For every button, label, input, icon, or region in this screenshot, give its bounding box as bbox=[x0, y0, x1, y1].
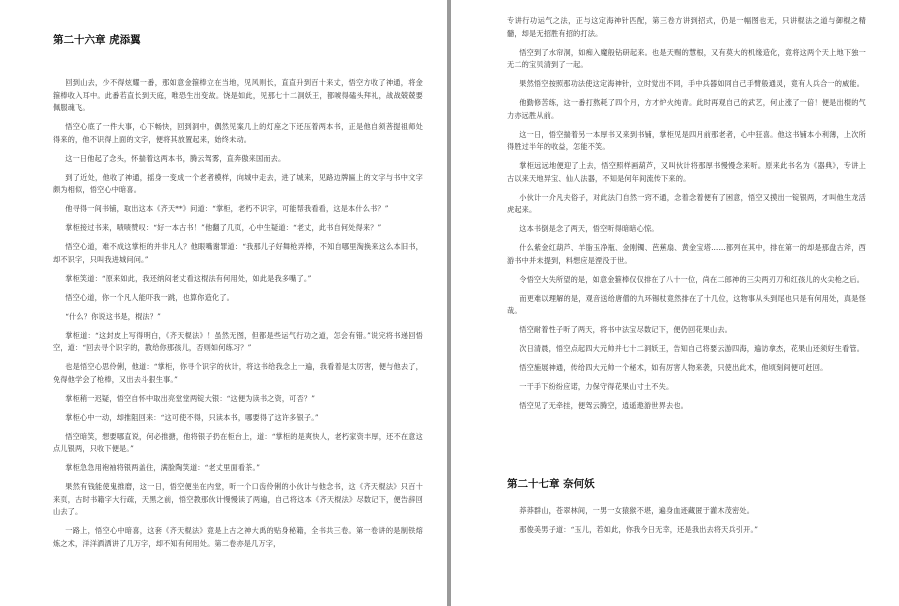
paragraph: 令悟空大失所望的是，如意金箍棒仅仅排在了八十一位，尚在二郎神的三尖两刃刀和红孩儿的火尖枪之后。 bbox=[519, 274, 865, 284]
paragraph: 他勤修苦练，这一番打熬耗了四个月，方才炉火纯青。此时再观自己的武艺，何止涨了一倍！便是出棍的气力亦远胜从前。 bbox=[507, 98, 866, 120]
paragraph: 专讲行功运气之法，正与这定海神针匹配，第三卷方讲到招式，仍是一幅图也无，只讲棍法之道与御棍之精髓，却是无招胜有招的打法。 bbox=[507, 16, 866, 38]
right-page bbox=[451, 0, 899, 606]
paragraph: 悟空心道，难不成这掌柜的并非凡人？他眼嘴谢罪道：“我那儿子好舞枪弄棒，不知自哪里淘换来这么本旧书，却不识字，只叫我进城问问。” bbox=[53, 242, 423, 264]
paragraph: 小伙计一介凡夫俗子，对此法门自然一窍不通，念着念着便有了困意，悟空又摸出一锭银两，才叫他生龙活虎起来。 bbox=[507, 192, 866, 214]
paragraph: 悟空心底了一件大事，心下畅快，回到洞中，偶然见案几上的灯座之下还压着两本书，正是他自须菩提祖师处得来的，他不识得上面的文字，便将其放置起来，始终未动。 bbox=[53, 122, 423, 144]
paragraph: 悟空耐着性子听了两天，将书中法宝尽数记下，便仍回花果山去。 bbox=[519, 325, 733, 334]
paragraph: 悟空见了无牵挂，便驾云腾空，逍遥遨游世界去也。 bbox=[519, 401, 688, 410]
paragraph: 而更难以理解的是，观音送给唐僧的九环锡杖竟然排在了十几位，这物事从头到尾也只是有何用处，真是怪哉。 bbox=[507, 293, 866, 315]
paragraph: 掌柜急急用袍袖将银两盖住，满脸陶笑道：“老丈里面看茶。” bbox=[65, 463, 261, 472]
paragraph: 悟空施展神通，传给四大元帅一个秘术，如有厉害人物来袭，只使出此术，他顷刻间便可赶回。 bbox=[519, 363, 828, 372]
paragraph: 掌柜稍一迟疑，悟空自怀中取出亮堂堂两锭大银：“这便为读书之资，可否？” bbox=[65, 393, 316, 403]
paragraph: 悟空心道，你一个凡人能吓我一跳，也算你造化了。 bbox=[65, 292, 234, 302]
paragraph: 掌柜道：“这封皮上写得明白，《齐天棍法》！虽然无图，但都是些运气行功之道，怎会有错。”说完将书递回悟空，道：“回去寻个识字的，教给你那孩儿，否则如何练习？” bbox=[53, 330, 423, 352]
paragraph: 他寻得一间书铺，取出这本《齐天**》问道：“掌柜，老朽不识字，可能帮我看看，这是本什么书？” bbox=[65, 204, 389, 213]
paragraph: 一干手下纷纷应诺，力保守得花果山寸土不失。 bbox=[519, 382, 674, 391]
paragraph: 掌柜接过书来，啧啧赞叹：“好一本古书！”他翻了几页，心中生疑道：“老丈，此书自何处得来？” bbox=[65, 223, 382, 232]
paragraph: 一路上，悟空心中暗喜，这套《齐天棍法》竟是上古之神大禹的贴身秘籍，全书共三卷。第一卷讲的是制铁熔炼之术，洋洋洒洒讲了几万字，却不知有何用处。第二卷亦是几万字， bbox=[53, 526, 423, 548]
paragraph: 次日清晨，悟空点起四大元帅并七十二洞妖王，告知自己将要云游四海，遍访拿杰，花果山还须好生看管。 bbox=[519, 344, 865, 353]
left-paragraphs bbox=[53, 77, 423, 550]
paragraph: 悟空暗笑，想要哪直说，何必推搪，他将银子扔在柜台上，道：“掌柜的是爽快人，老朽家资丰厚，还不在意这点儿银两，只收下便是。” bbox=[53, 431, 423, 453]
paragraph: 掌柜笑道：“原来如此，我还纳闷老丈看这棍法有何用处，如此是我多嘴了。” bbox=[65, 273, 312, 283]
paragraph: 什么紫金红葫芦、羊脂玉净瓶、金刚镯、芭蕉扇、黄金宝塔……都列在其中，排在第一的却是那盘古斧，西游书中并未提到，料想应是湮没于世。 bbox=[507, 243, 866, 265]
chapter-title: 第二十六章 虎添翼 bbox=[53, 34, 141, 46]
paragraph: 悟空到了水帘洞，如痴入魔般钻研起来。也是天赐的慧根，又有莫大的机缘造化，竟将这两个天上地下独一无二的宝贝清到了一起。 bbox=[507, 47, 866, 69]
paragraph: 莽莽群山，苍翠林间，一男一女猿猴不堪，遍身血迹藏匿于灌木茂密处。 bbox=[519, 506, 755, 515]
paragraph: “什么？你说这书是，棍法？” bbox=[65, 311, 161, 321]
chapter-title-next: 第二十七章 奈何妖 bbox=[507, 478, 595, 490]
paragraph: 掌柜心中一动，却推阻回来：“这可使不得，只读本书，哪要得了这许多银子。” bbox=[65, 412, 319, 422]
paragraph: 到了近处，他收了神通，摇身一变成一个老者模样，向城中走去，进了城来，见路边牌匾上的文字与书中文字颇为相似，悟空心中暗喜。 bbox=[53, 172, 423, 194]
right-paragraphs-top bbox=[507, 15, 866, 413]
paragraph: 回到山去，少不得炫耀一番，那如意金箍棒立在当地，见风则长，直直升到百十来丈，悟空方收了神通，将金箍棒收入耳中。此番若直长到天庭，唯恐生出变故。饶是如此，见那七十二洞妖王，都唬得磕头拜礼，战战兢兢要佩服魂飞。 bbox=[53, 78, 423, 112]
paragraph: 这本书倒是念了两天，悟空听得暗暗心惊。 bbox=[519, 224, 659, 233]
paragraph: 这一日他起了念头，怀揣着这两本书，腾云驾雾，直奔傲来国而去。 bbox=[65, 153, 286, 163]
left-page bbox=[0, 0, 447, 606]
right-paragraphs-bottom bbox=[507, 505, 866, 537]
paragraph: 果然有钱能使鬼推磨，这一日，悟空便坐在内堂，听一个口齿伶俐的小伙计与他念书，这《齐天棍法》只百十来页，古时书籍字大行疏，天黑之前，悟空教那伙计慢慢读了两遍，自己将这本《齐天棍法》尽数记下，便告辞回山去了。 bbox=[53, 482, 423, 516]
paragraph: 果然悟空按照那功法使这定海神针，立时觉出不同，手中兵器如同自己手臂般通灵，竟有人兵合一的威能。 bbox=[519, 79, 865, 88]
paragraph: 也是悟空心思伶俐，他道：“掌柜，你寻个识字的伙计，将这书给我念上一遍，我看着是太厉害，便与他去了，免得他学会了枪棒，又出去斗狠生事。” bbox=[53, 362, 423, 384]
paragraph: 这一日，悟空揣着另一本厚书又来到书铺，掌柜见是四月前那老者，心中狂喜。他这书铺本小利薄，上次所得胜过半年的收益，怎能不笑。 bbox=[507, 129, 866, 151]
paragraph: 那俊美男子道：“玉儿，若如此，你我今日无幸，还是我出去将天兵引开。” bbox=[519, 525, 759, 534]
paragraph: 掌柜远远地便迎了上去，悟空照样画葫芦，又叫伙计将那厚书慢慢念来听。原来此书名为《器典》，专讲上古以来天地异宝、仙人法器，不知是何年间流传下来的。 bbox=[507, 161, 866, 183]
